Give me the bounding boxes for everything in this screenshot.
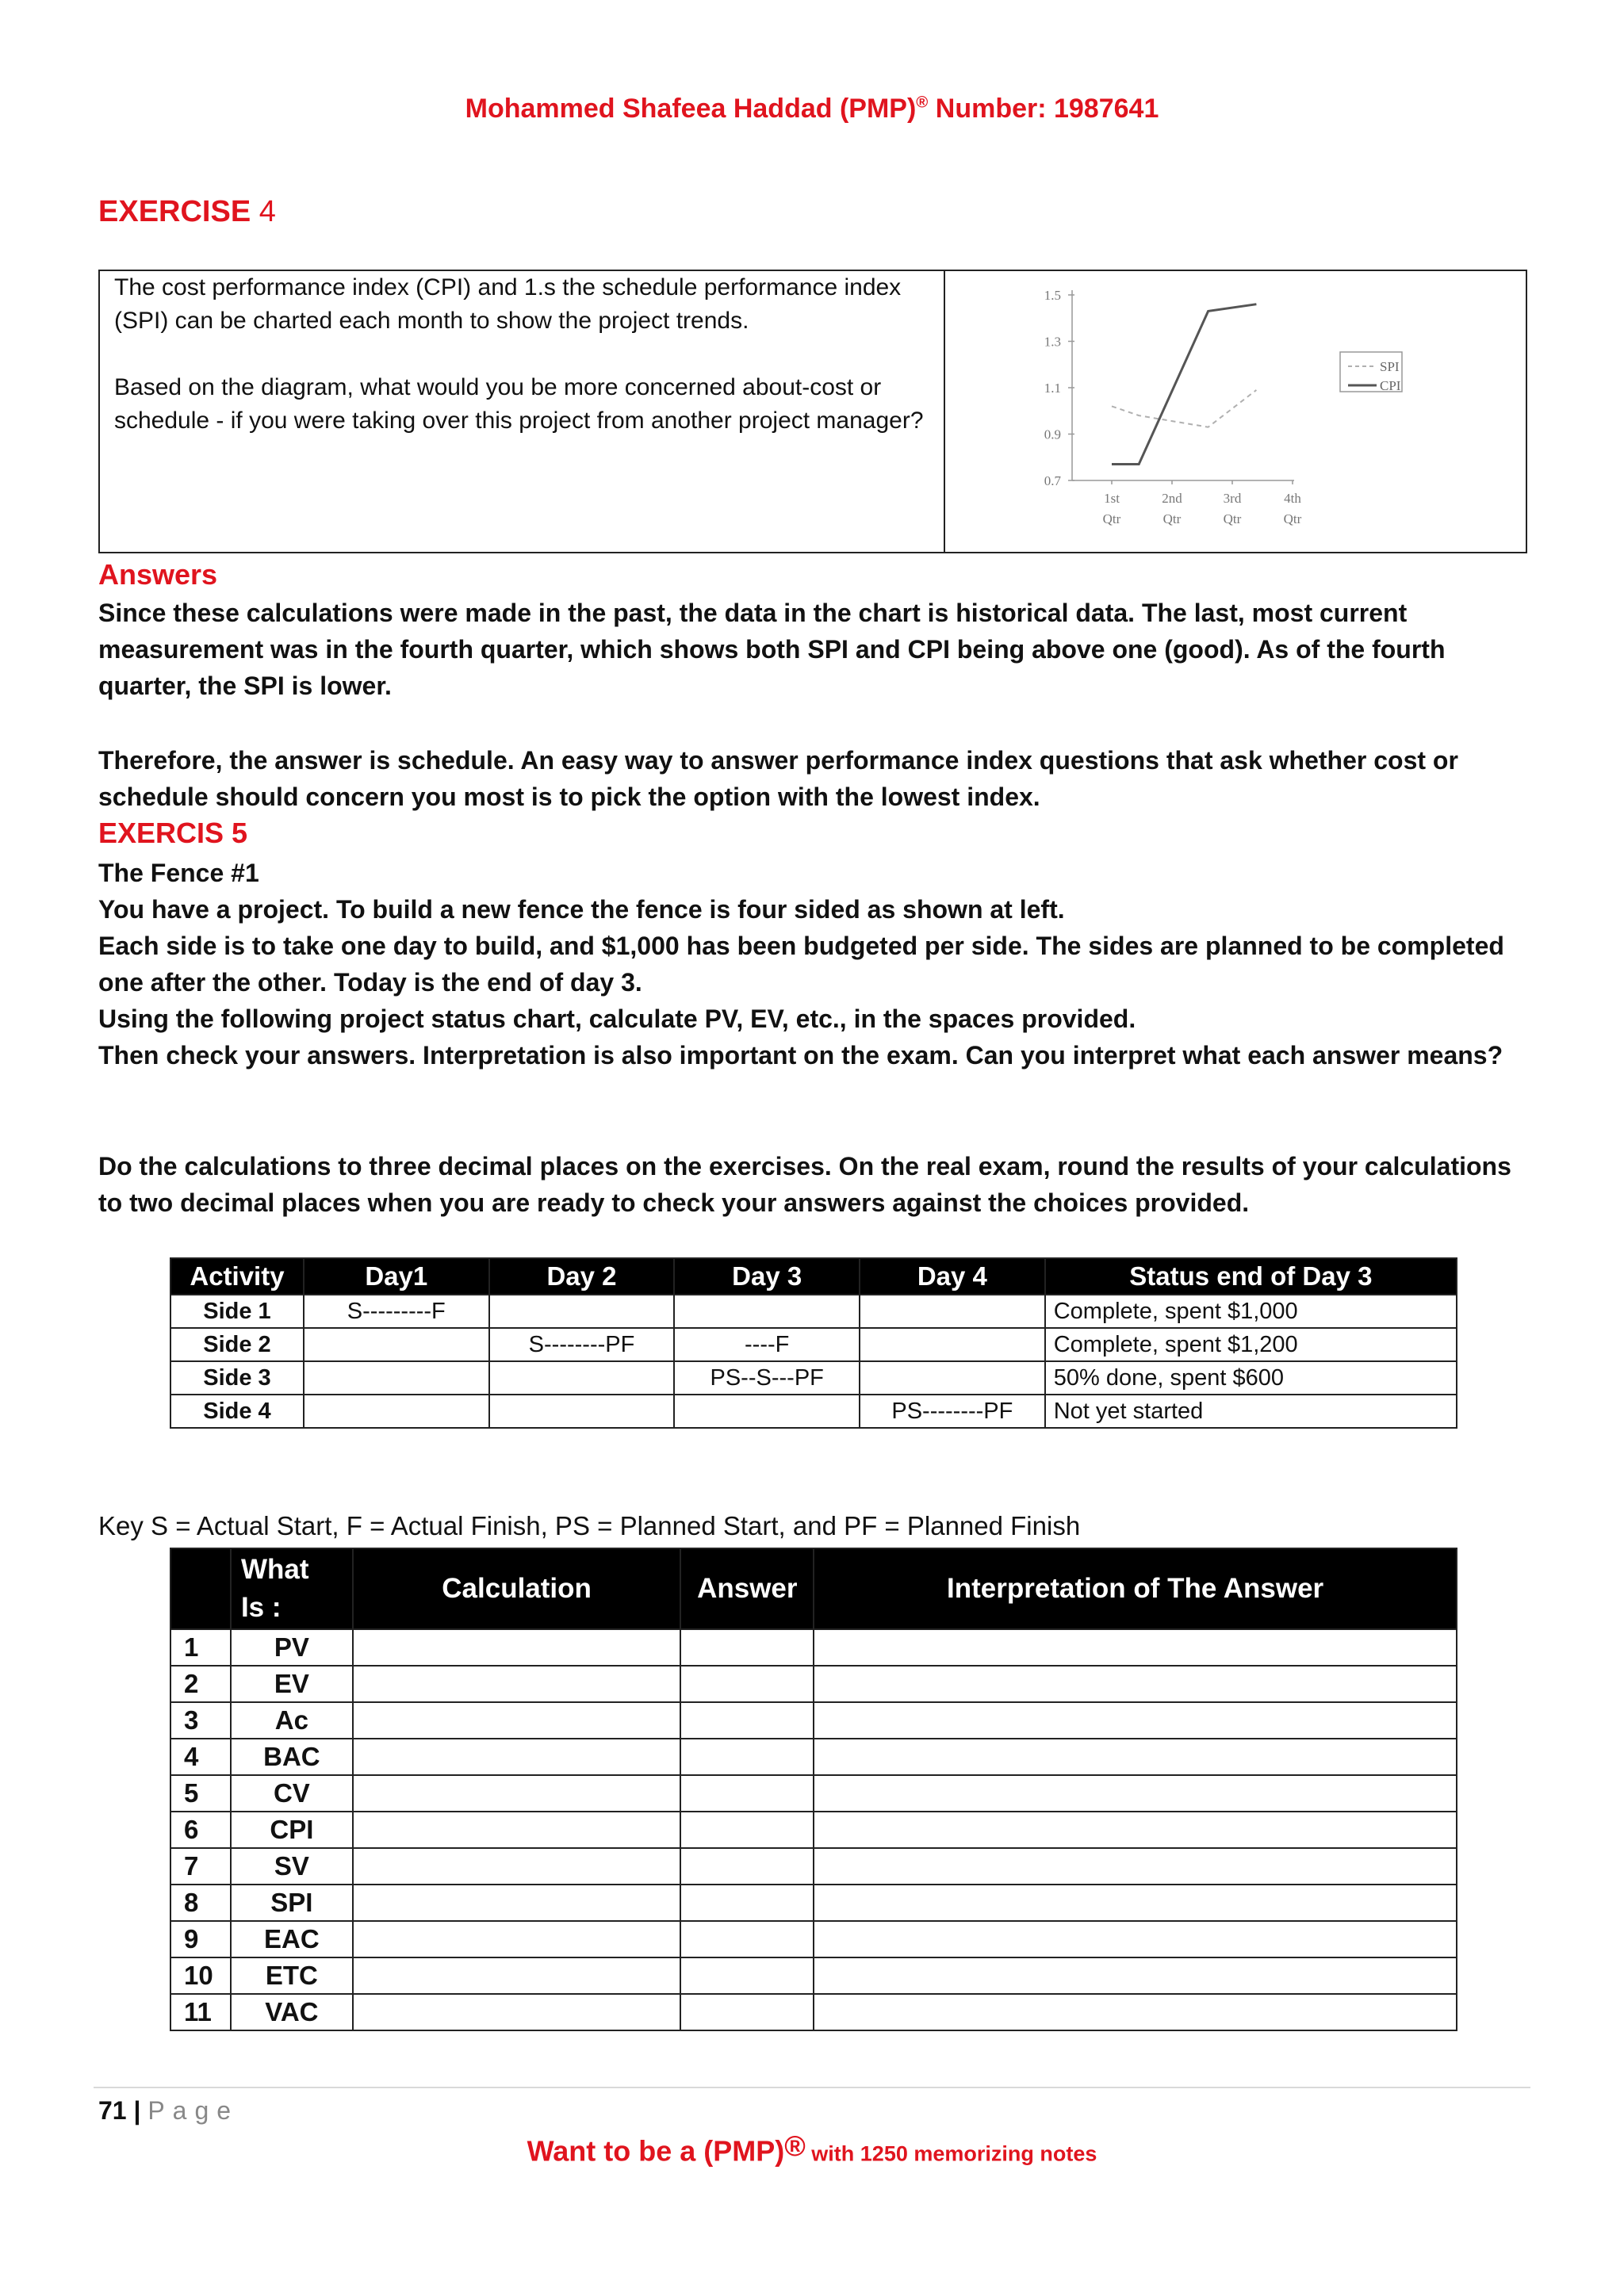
x-tick-label: Qtr: [1223, 511, 1242, 526]
table-row: [170, 1395, 1457, 1428]
page-number: 71 | Page: [98, 2096, 239, 2125]
answer-cell[interactable]: [680, 1739, 814, 1775]
interpretation-cell[interactable]: [814, 1885, 1457, 1921]
x-tick-label: 2nd: [1162, 491, 1182, 506]
status-col-header: Day 2: [489, 1258, 675, 1295]
number-col-header: [170, 1548, 231, 1629]
day-cell: [489, 1395, 675, 1428]
day-cell: S---------F: [304, 1295, 489, 1328]
metric-label: Ac: [231, 1702, 353, 1739]
metric-label: SPI: [231, 1885, 353, 1921]
status-col-header: Activity: [170, 1258, 304, 1295]
answers-paragraph-2: Therefore, the answer is schedule. An easy way to answer performance index questions that ask whether cost or schedule should concern you most is to pick the option with the lowest index.: [98, 746, 1458, 811]
calculation-cell[interactable]: [353, 1775, 681, 1812]
row-number: 7: [170, 1848, 231, 1885]
day-cell: [489, 1295, 675, 1328]
day-cell: [674, 1295, 860, 1328]
answers-paragraph-1: Since these calculations were made in the past, the data in the chart is historical data. The last, most current measurement was in the fourth quarter, which shows both SPI and CPI being above one (good). As of the fourth quarter, the SPI is lower.: [98, 599, 1446, 700]
x-tick-label: Qtr: [1162, 511, 1182, 526]
metric-label: VAC: [231, 1994, 353, 2030]
interpretation-cell[interactable]: [814, 1775, 1457, 1812]
row-number: 10: [170, 1957, 231, 1994]
table-row: [170, 1629, 1457, 1666]
day-cell: [304, 1328, 489, 1361]
calculation-cell[interactable]: [353, 1739, 681, 1775]
table-row: [170, 1295, 1457, 1328]
row-number: 1: [170, 1629, 231, 1666]
footer-divider: [94, 2087, 1530, 2088]
status-cell: 50% done, spent $600: [1045, 1361, 1457, 1395]
day-cell: [860, 1295, 1045, 1328]
answer-cell[interactable]: [680, 1994, 814, 2030]
interpretation-cell[interactable]: [814, 1994, 1457, 2030]
y-tick-label: 1.3: [1044, 334, 1061, 350]
activity-cell: Side 1: [170, 1295, 304, 1328]
table-row: [170, 1739, 1457, 1775]
exercise-5-subtitle: The Fence #1: [98, 859, 259, 887]
status-cell: Not yet started: [1045, 1395, 1457, 1428]
table-row: [170, 1885, 1457, 1921]
answer-cell[interactable]: [680, 1885, 814, 1921]
table-row: [170, 1921, 1457, 1957]
y-tick-label: 1.1: [1044, 381, 1061, 396]
calculation-cell[interactable]: [353, 1994, 681, 2030]
status-col-header: Day 4: [860, 1258, 1045, 1295]
calc-header-row: [170, 1548, 1457, 1629]
x-tick-label: 1st: [1104, 491, 1120, 506]
what-is-header: What Is :: [231, 1548, 353, 1629]
calculation-header: Calculation: [353, 1548, 681, 1629]
interpretation-cell[interactable]: [814, 1848, 1457, 1885]
status-header-row: [170, 1258, 1457, 1295]
activity-cell: Side 2: [170, 1328, 304, 1361]
metric-label: BAC: [231, 1739, 353, 1775]
metric-label: PV: [231, 1629, 353, 1666]
y-tick-label: 1.5: [1044, 288, 1061, 303]
question-paragraph-2: Based on the diagram, what would you be more concerned about-cost or schedule - if you were taking over this project from another project manager?: [114, 374, 924, 434]
status-col-header: Day 3: [674, 1258, 860, 1295]
answer-cell[interactable]: [680, 1957, 814, 1994]
calculation-cell[interactable]: [353, 1885, 681, 1921]
answer-cell[interactable]: [680, 1629, 814, 1666]
answer-cell[interactable]: [680, 1702, 814, 1739]
day-cell: [489, 1361, 675, 1395]
table-row: [170, 1775, 1457, 1812]
status-col-header: Day1: [304, 1258, 489, 1295]
pmp-number: Number: 1987641: [928, 94, 1159, 124]
day-cell: PS--S---PF: [674, 1361, 860, 1395]
calculation-cell[interactable]: [353, 1812, 681, 1848]
answer-cell[interactable]: [680, 1848, 814, 1885]
interpretation-cell[interactable]: [814, 1812, 1457, 1848]
row-number: 11: [170, 1994, 231, 2030]
exercise-4-box: [98, 270, 1527, 553]
day-cell: [304, 1395, 489, 1428]
key-legend-text: Key S = Actual Start, F = Actual Finish, PS = Planned Start, and PF = Planned Finish: [98, 1511, 1081, 1540]
page-header: [0, 94, 1624, 124]
calculation-cell[interactable]: [353, 1921, 681, 1957]
activity-cell: Side 3: [170, 1361, 304, 1395]
x-tick-label: Qtr: [1102, 511, 1121, 526]
calculation-table: [170, 1548, 1457, 2031]
x-tick-label: 4th: [1284, 491, 1301, 506]
table-row: [170, 1361, 1457, 1395]
cpi-series-line: [1112, 304, 1256, 465]
answers-heading: Answers: [98, 558, 218, 591]
interpretation-cell[interactable]: [814, 1702, 1457, 1739]
table-row: [170, 1328, 1457, 1361]
exercise-4-title: EXERCISE 4: [98, 195, 276, 228]
calculation-cell[interactable]: [353, 1957, 681, 1994]
exercise-5-title: EXERCIS 5: [98, 817, 248, 849]
day-cell: [860, 1328, 1045, 1361]
interpretation-header: Interpretation of The Answer: [814, 1548, 1457, 1629]
x-tick-label: 3rd: [1223, 491, 1242, 506]
row-number: 6: [170, 1812, 231, 1848]
row-number: 2: [170, 1666, 231, 1702]
exercise-5-line: You have a project. To build a new fence the fence is four sided as shown at left.: [98, 895, 1065, 924]
table-row: [170, 1702, 1457, 1739]
exercise-4-question: [114, 271, 931, 438]
legend-label: SPI: [1380, 359, 1400, 374]
project-status-table: [170, 1257, 1457, 1429]
question-paragraph-1: The cost performance index (CPI) and 1.s the schedule performance index (SPI) can be charted each month to show the project trends.: [114, 274, 902, 334]
row-number: 3: [170, 1702, 231, 1739]
table-row: [170, 1957, 1457, 1994]
interpretation-cell[interactable]: [814, 1957, 1457, 1994]
registered-mark: ®: [916, 94, 929, 112]
day-cell: [860, 1361, 1045, 1395]
interpretation-cell[interactable]: [814, 1666, 1457, 1702]
answer-cell[interactable]: [680, 1812, 814, 1848]
footer-tagline: Want to be a (PMP)® with 1250 memorizing notes: [527, 2130, 1097, 2168]
exercise-5-body: [98, 855, 1526, 1073]
author-name: Mohammed Shafeea Haddad (PMP): [465, 94, 917, 124]
row-number: 5: [170, 1775, 231, 1812]
performance-index-chart: [945, 271, 1526, 552]
exercise-5-line: Each side is to take one day to build, and $1,000 has been budgeted per side. The sides are planned to be completed one after the other. Today is the end of day 3.: [98, 932, 1504, 997]
answer-cell[interactable]: [680, 1921, 814, 1957]
metric-label: SV: [231, 1848, 353, 1885]
calculation-cell[interactable]: [353, 1702, 681, 1739]
calculation-cell[interactable]: [353, 1666, 681, 1702]
interpretation-cell[interactable]: [814, 1739, 1457, 1775]
exercise-5-line: Then check your answers. Interpretation is also important on the exam. Can you interpret what each answer means?: [98, 1041, 1503, 1070]
legend-label: CPI: [1380, 378, 1401, 393]
metric-label: EAC: [231, 1921, 353, 1957]
row-number: 8: [170, 1885, 231, 1921]
metric-label: EV: [231, 1666, 353, 1702]
status-cell: Complete, spent $1,000: [1045, 1295, 1457, 1328]
answer-cell[interactable]: [680, 1775, 814, 1812]
interpretation-cell[interactable]: [814, 1921, 1457, 1957]
answer-header: Answer: [680, 1548, 814, 1629]
spi-series-line: [1112, 390, 1256, 427]
day-cell: S--------PF: [489, 1328, 675, 1361]
row-number: 4: [170, 1739, 231, 1775]
status-cell: Complete, spent $1,200: [1045, 1328, 1457, 1361]
day-cell: ----F: [674, 1328, 860, 1361]
metric-label: ETC: [231, 1957, 353, 1994]
metric-label: CPI: [231, 1812, 353, 1848]
table-row: [170, 1812, 1457, 1848]
table-row: [170, 1994, 1457, 2030]
calculation-cell[interactable]: [353, 1848, 681, 1885]
table-row: [170, 1848, 1457, 1885]
day-cell: PS--------PF: [860, 1395, 1045, 1428]
day-cell: [304, 1361, 489, 1395]
y-tick-label: 0.9: [1044, 427, 1061, 442]
status-col-header: Status end of Day 3: [1045, 1258, 1457, 1295]
interpretation-cell[interactable]: [814, 1629, 1457, 1666]
exercise-5-line: Using the following project status chart, calculate PV, EV, etc., in the spaces provided.: [98, 1004, 1136, 1033]
table-row: [170, 1666, 1457, 1702]
row-number: 9: [170, 1921, 231, 1957]
activity-cell: Side 4: [170, 1395, 304, 1428]
exercise-5-note: Do the calculations to three decimal places on the exercises. On the real exam, round the results of your calculations to two decimal places when you are ready to check your answers against the choices provided.: [98, 1152, 1511, 1217]
day-cell: [674, 1395, 860, 1428]
calculation-cell[interactable]: [353, 1629, 681, 1666]
answer-cell[interactable]: [680, 1666, 814, 1702]
y-tick-label: 0.7: [1044, 473, 1061, 488]
metric-label: CV: [231, 1775, 353, 1812]
x-tick-label: Qtr: [1283, 511, 1302, 526]
